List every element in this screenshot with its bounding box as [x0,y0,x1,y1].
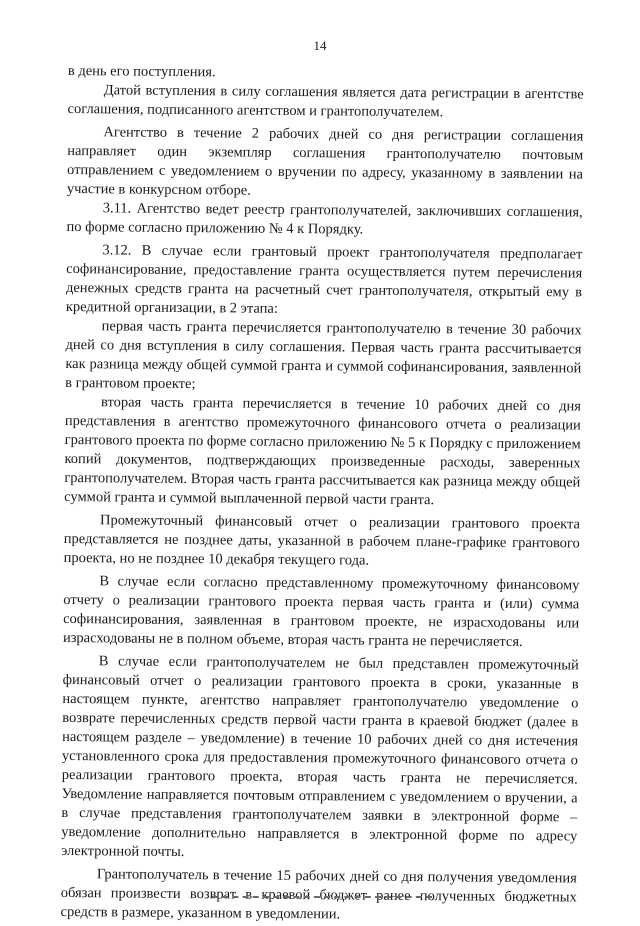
scan-edge-line [212,896,432,898]
paragraph: Датой вступления в силу соглашения является дата регистрации в агентстве соглашения, подписанного агентством и грантополучателем. [67,82,584,121]
paragraph: 3.12. В случае если грантовый проект грантополучателя предполагает софинансирование, предоставление гранта осуществляется путем перечисления денежных средств гранта на расчетный счет грантополучателя, открытый ему в кредитной организации, в 2 этапа: [65,242,583,317]
paragraph: первая часть гранта перечисляется грантополучателю в течение 30 рабочих дней со дня вступления в силу соглашения. Первая часть гранта рассчитывается как разница между общей суммой гранта и суммой софинансирования, заявленной в грантовом проекте; [65,318,582,393]
paragraph: Грантополучатель в течение 15 рабочих дней со дня получения уведомления обязан произвести возврат в краевой бюджет ранее полученных бюджетных средств в размере, указанном в уведомлении. [60,866,577,923]
page-number: 14 [313,38,327,53]
paragraph: в день его поступления. [67,62,216,81]
paragraph: В случае если согласно представленному промежуточному финансовому отчету о реализации грантового проекта первая часть гранта и (или) сумма софинансирования, заявленная в грантовом проекте, не израсходованы или израсходованы не в полном объеме, вторая часть гранта не перечисляется. [62,573,580,650]
paragraph: Агентство в течение 2 рабочих дней со дня регистрации соглашения направляет один экземпляр соглашения грантополучателю почтовым отправлением с уведомлением о вручении по адресу, указанному в заявлении на участие в конкурсном отборе. [66,124,584,199]
paragraph: 3.11. Агентство ведет реестр грантополучателей, заключивших соглашения, по форме согласно приложению № 4 к Порядку. [66,200,583,238]
document-body [60,62,583,926]
paragraph: вторая часть гранта перечисляется в течение 10 рабочих дней со дня представления в агентство промежуточного финансового отчета о реализации грантового проекта по форме согласно приложению № 5 к Порядку с приложением копий документов, подтверждающих произведенные расходы, заверенных грантополучателем. Вторая часть гранта рассчитывается как разница между общей суммой гранта и суммой выплаченной первой части гранта. [64,394,582,509]
paragraph: В случае если грантополучателем не был представлен промежуточный финансовый отчет о реализации грантового проекта в сроки, указанные в настоящем пункте, агентство направляет грантополучателю уведомление о возврате перечисленных средств первой части гранта в краевой бюджет (далее в настоящем разделе – уведомление) в течение 10 рабочих дней со дня истечения установленного срока для предоставления промежуточного финансового отчета о реализации грантового проекта, вторая часть гранта не перечисляется. Уведомление направляется почтовым отправлением с уведомлением о вручении, а в случае представления грантополучателем заявки в электронной форме – уведомление дополнительно направляется в электронной форме по адресу электронной почты. [61,653,579,861]
paragraph: Промежуточный финансовый отчет о реализации грантового проекта представляется не позднее даты, указанной в рабочем плане-графике грантового проекта, но не позднее 10 декабря текущего года. [63,512,581,569]
